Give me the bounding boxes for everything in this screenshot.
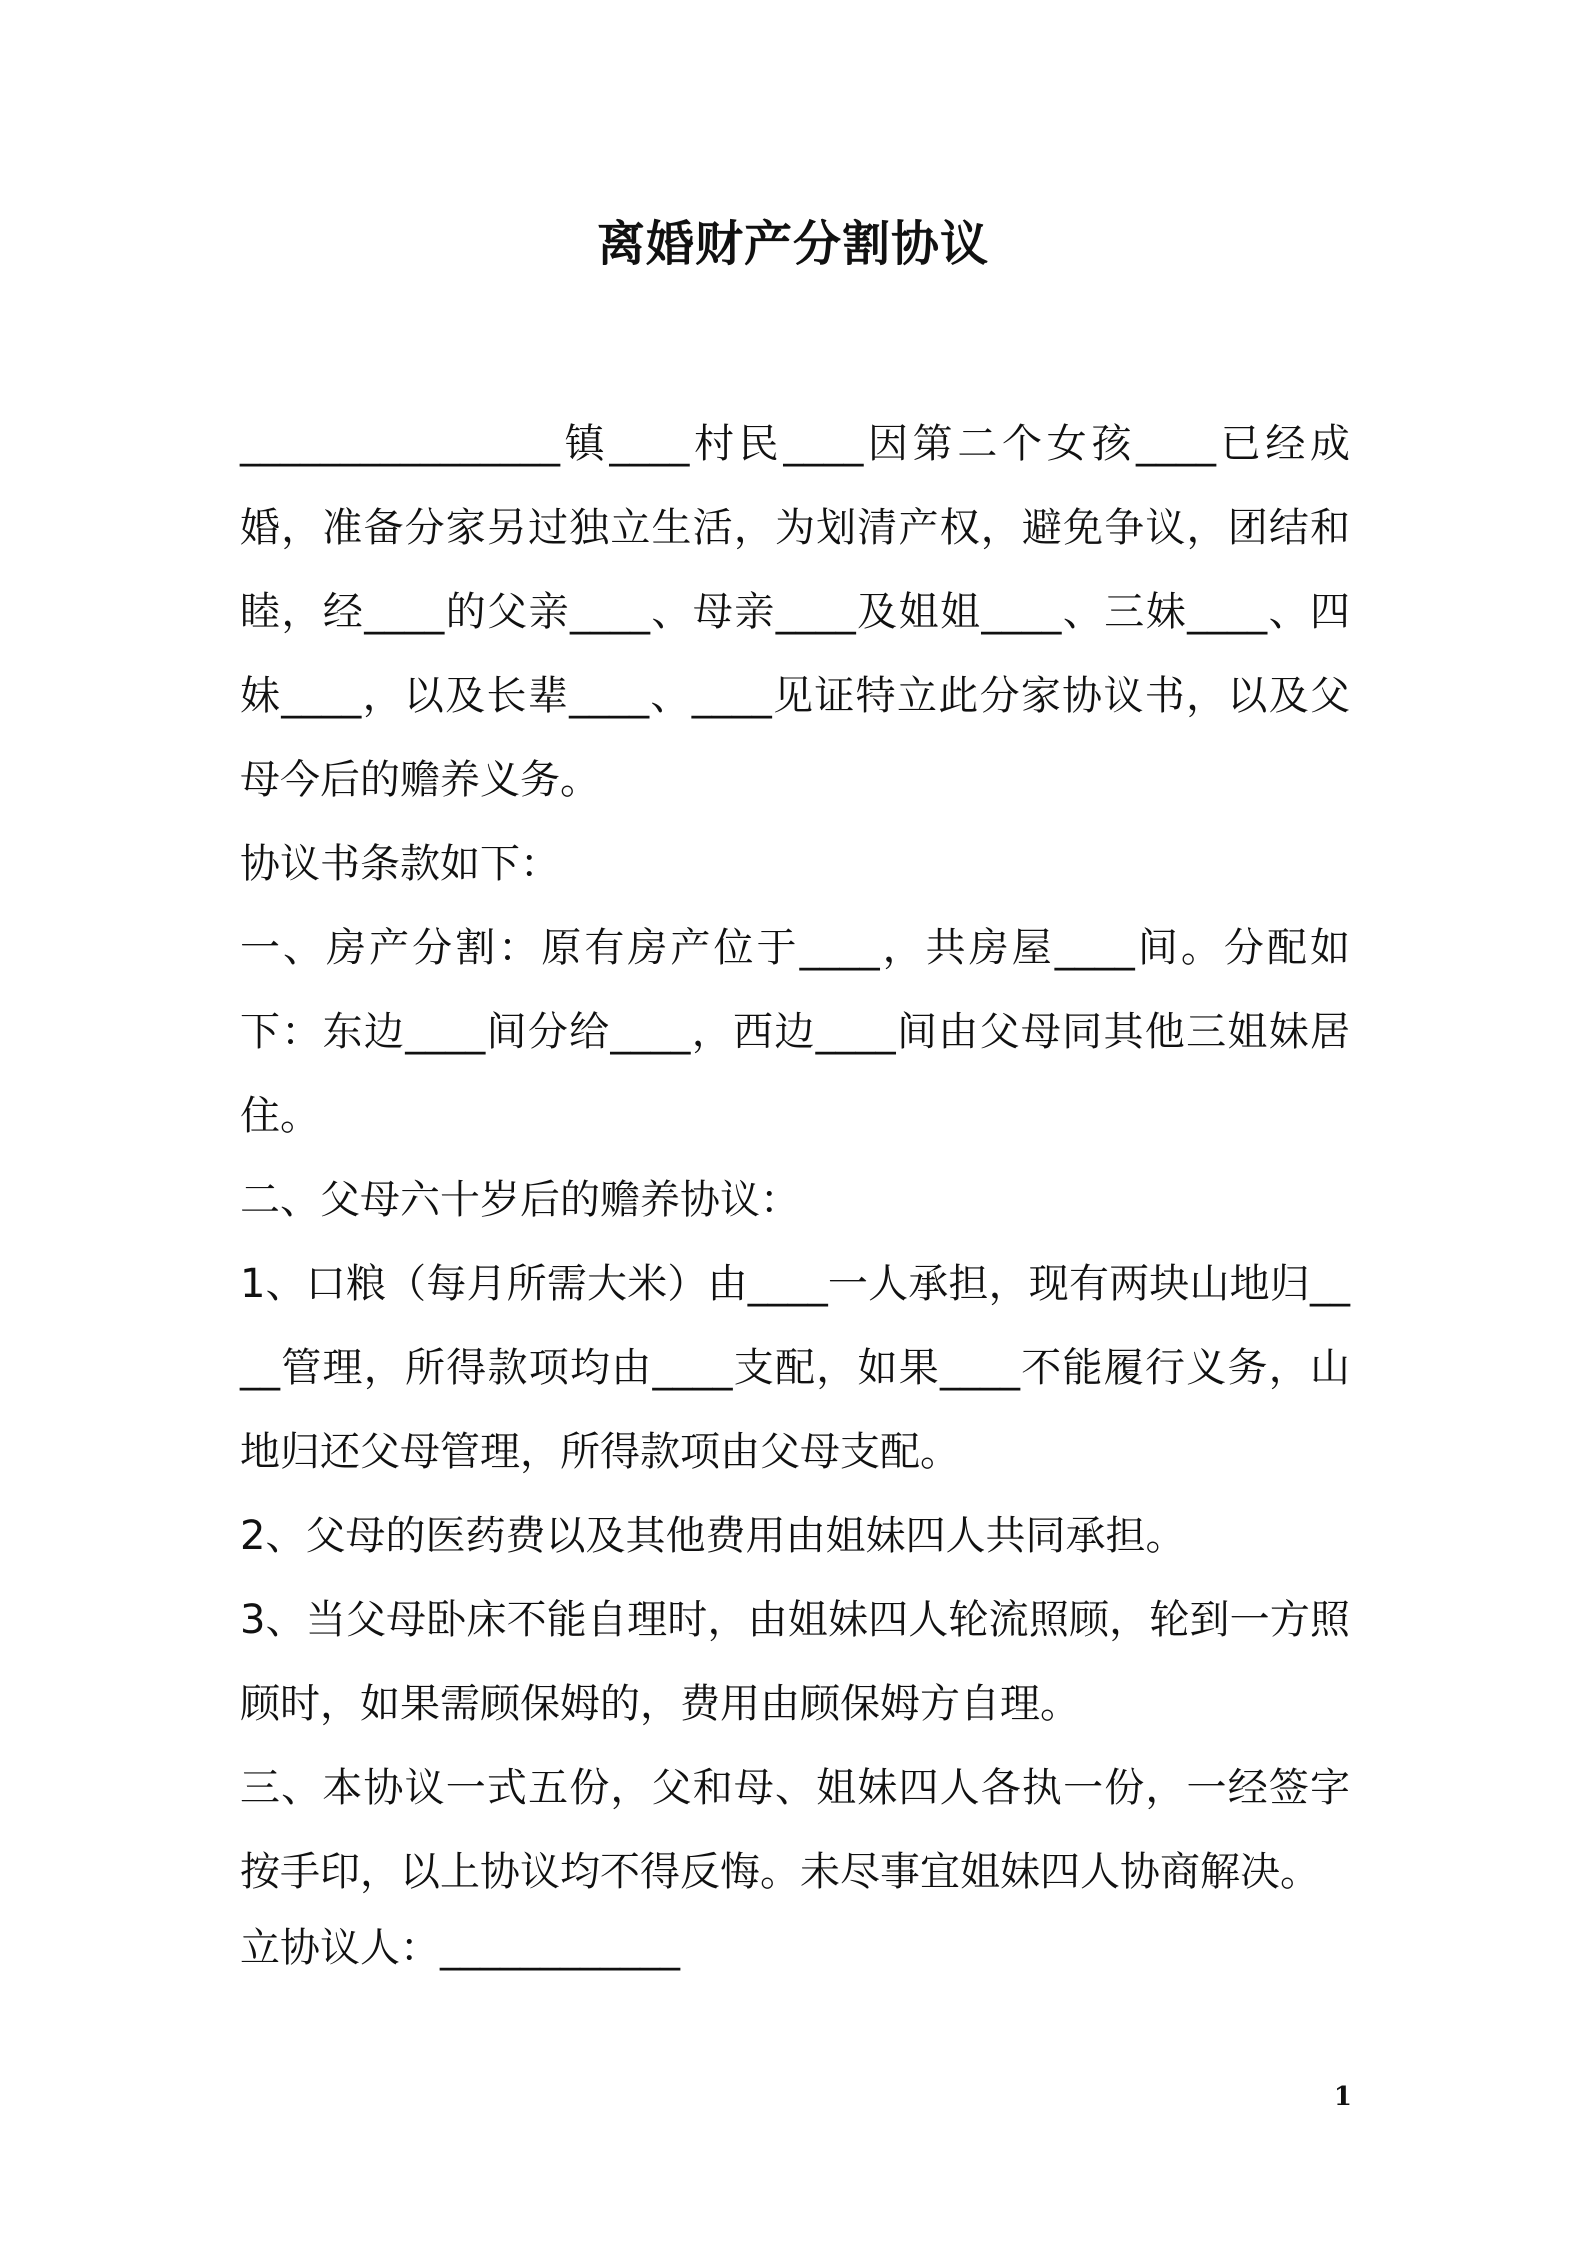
- paragraph-copies: 三、本协议一式五份，父和母、姐妹四人各执一份，一经签字按手印，以上协议均不得反悔。未尽事宜姐妹四人协商解决。: [240, 1765, 1350, 1895]
- document-body: [240, 402, 1350, 1914]
- paragraph-property-division: 一、房产分割：原有房产位于____，共房屋____间。分配如下：东边____间分给____，西边____间由父母同其他三姐妹居住。: [240, 925, 1350, 1139]
- paragraph-clause-1: 1、口粮（每月所需大米）由____一人承担，现有两块山地归____管理，所得款项均由____支配，如果____不能履行义务，山地归还父母管理，所得款项由父母支配。: [240, 1261, 1350, 1475]
- paragraph-support-heading: 二、父母六十岁后的赡养协议：: [240, 1177, 800, 1223]
- signer-line: 立协议人：____________: [240, 1925, 680, 1971]
- paragraph-clause-3: 3、当父母卧床不能自理时，由姐妹四人轮流照顾，轮到一方照顾时，如果需顾保姆的，费用由顾保姆方自理。: [240, 1597, 1350, 1727]
- document-title: 离婚财产分割协议: [596, 216, 989, 272]
- page-number: 1: [1333, 2082, 1352, 2112]
- paragraph-preamble: ________________镇____村民____因第二个女孩____已经成婚，准备分家另过独立生活，为划清产权，避免争议，团结和睦，经____的父亲____、母亲____及姐姐____、三妹____、四妹____，以及长辈____、____见证特立此分家协议书，以及父母今后的赡养义务。: [240, 421, 1350, 803]
- paragraph-terms-intro: 协议书条款如下：: [240, 841, 560, 887]
- paragraph-clause-2: 2、父母的医药费以及其他费用由姐妹四人共同承担。: [240, 1513, 1186, 1559]
